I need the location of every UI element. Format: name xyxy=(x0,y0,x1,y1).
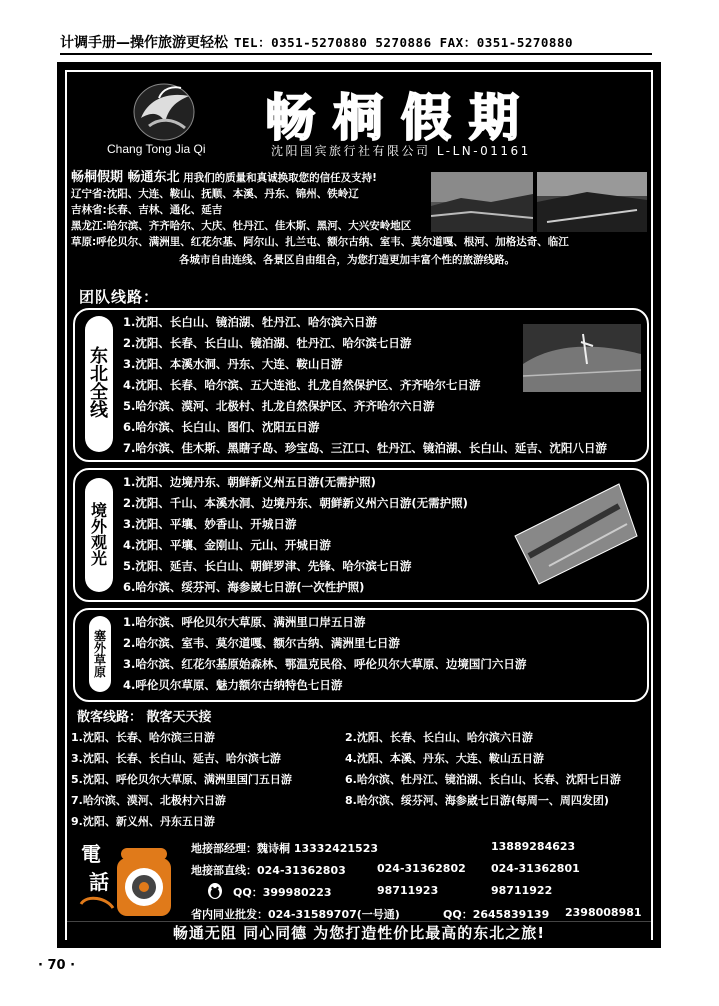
grassland-tag: 塞 外 草 原 xyxy=(89,616,111,692)
list-item: 9.沈阳、新义州、丹东五日游 xyxy=(71,815,215,828)
list-item: 6.哈尔滨、绥芬河、海参崴七日游(一次性护照) xyxy=(123,580,365,594)
list-item: 2.沈阳、长春、长白山、哈尔滨六日游 xyxy=(345,731,533,744)
phone-char-2: 話 xyxy=(89,870,109,894)
list-item: 3.沈阳、本溪水洞、丹东、大连、鞍山日游 xyxy=(123,357,343,371)
qq-number-3: 98711922 xyxy=(491,884,553,897)
wholesale-line: 省内同业批发：024-31589707(一号通) xyxy=(191,908,400,921)
brand-english: Chang Tong Jia Qi xyxy=(107,142,206,156)
northeast-photo xyxy=(523,324,641,392)
list-item: 5.沈阳、呼伦贝尔大草原、满洲里国门五日游 xyxy=(71,773,292,786)
abroad-route-list xyxy=(123,472,468,598)
wholesale-qq-2: 2398008981 xyxy=(565,906,642,919)
contact-section xyxy=(67,830,651,924)
northeast-routes-box xyxy=(73,308,649,462)
advert-header xyxy=(67,72,651,168)
intro-section xyxy=(67,168,651,278)
abroad-routes-box xyxy=(73,468,649,602)
list-item: 1.沈阳、长春、哈尔滨三日游 xyxy=(71,731,215,744)
grassland-routes-box xyxy=(73,608,649,702)
list-item: 4.呼伦贝尔草原、魅力额尔古纳特色七日游 xyxy=(123,678,343,692)
intro-lead-text: 用我们的质量和真诚换取您的信任及支持! xyxy=(183,172,377,184)
company-name: 沈阳国宾旅行社有限公司 L-LN-01161 xyxy=(271,144,531,158)
qq-number-2: 98711923 xyxy=(377,884,439,897)
intro-lead-brand: 畅桐假期 畅通东北 xyxy=(71,170,180,185)
list-item: 3.哈尔滨、红花尔基原始森林、鄂温克民俗、呼伦贝尔大草原、边境国门六日游 xyxy=(123,657,527,671)
intro-lead xyxy=(71,170,377,187)
list-item: 2.沈阳、长春、长白山、镜泊湖、牡丹江、哈尔滨七日游 xyxy=(123,336,412,350)
intro-note: 各城市自由连线、各景区自由组合，为您打造更加丰富个性的旅游线路。 xyxy=(179,254,515,266)
list-item: 4.沈阳、长春、哈尔滨、五大连池、扎龙自然保护区、齐齐哈尔七日游 xyxy=(123,378,481,392)
phone-char-1: 電 xyxy=(81,842,101,866)
grassland-route-list xyxy=(123,612,526,696)
abroad-photo xyxy=(509,476,641,588)
list-item: 1.沈阳、长白山、镜泊湖、牡丹江、哈尔滨六日游 xyxy=(123,315,377,329)
landscape-photo-2 xyxy=(537,172,647,232)
wholesale-qq: QQ：2645839139 xyxy=(443,908,550,921)
scatter-routes-heading: 散客线路： 散客天天接 xyxy=(77,710,212,725)
list-item: 6.哈尔滨、长白山、图们、沈阳五日游 xyxy=(123,420,320,434)
intro-jilin: 吉林省:长春、吉林、通化、延吉 xyxy=(71,204,223,216)
manager-phone-2: 13889284623 xyxy=(491,840,576,853)
list-item: 3.沈阳、平壤、妙香山、开城日游 xyxy=(123,517,297,531)
bottom-slogan: 畅通无阻 同心同德 为您打造性价比最高的东北之旅! xyxy=(67,921,651,944)
landscape-photo-1 xyxy=(431,172,533,232)
top-slogan: 计调手册—操作旅游更轻松 xyxy=(60,35,228,51)
intro-liaoning: 辽宁省:沈阳、大连、鞍山、抚顺、本溪、丹东、锦州、铁岭辽 xyxy=(71,188,359,200)
phoenix-logo-icon xyxy=(129,78,199,144)
top-contact: TEL：0351-5270880 5270886 FAX：0351-5270880 xyxy=(234,35,573,50)
list-item: 5.沈阳、延吉、长白山、朝鲜罗津、先锋、哈尔滨七日游 xyxy=(123,559,412,573)
group-routes-label: 团队线路： xyxy=(79,288,160,306)
abroad-tag: 境 外 观 光 xyxy=(85,478,113,592)
advert-inner-frame xyxy=(65,70,653,940)
list-item: 8.哈尔滨、绥芬河、海参崴七日游(每周一、周四发团) xyxy=(345,794,609,807)
list-item: 7.哈尔滨、漠河、北极村六日游 xyxy=(71,794,226,807)
intro-grassland: 草原:呼伦贝尔、满洲里、红花尔基、阿尔山、扎兰屯、额尔古纳、室韦、莫尔道嘎、根河、加格达奇、临江 xyxy=(71,236,569,248)
list-item: 6.哈尔滨、牡丹江、镜泊湖、长白山、长春、沈阳七日游 xyxy=(345,773,621,786)
qq-penguin-icon xyxy=(205,880,225,900)
top-divider xyxy=(60,53,652,55)
advert-frame xyxy=(57,62,661,948)
intro-heilongjiang: 黑龙江:哈尔滨、齐齐哈尔、大庆、牡丹江、佳木斯、黑河、大兴安岭地区 xyxy=(71,220,412,232)
list-item: 3.沈阳、长春、长白山、延吉、哈尔滨七游 xyxy=(71,752,281,765)
list-item: 4.沈阳、本溪、丹东、大连、鞍山五日游 xyxy=(345,752,544,765)
page-number: · 70 · xyxy=(38,958,76,973)
qq-number-1: QQ：399980223 xyxy=(233,886,332,899)
list-item: 7.哈尔滨、佳木斯、黑瞎子岛、珍宝岛、三江口、牡丹江、镜泊湖、长白山、延吉、沈阳八日游 xyxy=(123,441,607,455)
list-item: 2.哈尔滨、室韦、莫尔道嘎、额尔古纳、满洲里七日游 xyxy=(123,636,400,650)
list-item: 5.哈尔滨、漠河、北极村、扎龙自然保护区、齐齐哈尔六日游 xyxy=(123,399,435,413)
manager-contact: 地接部经理：魏诗桐 13332421523 xyxy=(191,842,379,855)
direct-line: 地接部直线：024-31362803 xyxy=(191,864,346,877)
list-item: 2.沈阳、千山、本溪水洞、边境丹东、朝鲜新义州六日游(无需护照) xyxy=(123,496,468,510)
direct-line-2: 024-31362802 xyxy=(377,862,466,875)
list-item: 1.沈阳、边境丹东、朝鲜新义州五日游(无需护照) xyxy=(123,475,376,489)
northeast-tag: 东 北 全 线 xyxy=(85,316,113,452)
list-item: 4.沈阳、平壤、金刚山、元山、开城日游 xyxy=(123,538,331,552)
direct-line-3: 024-31362801 xyxy=(491,862,580,875)
list-item: 1.哈尔滨、呼伦贝尔大草原、满洲里口岸五日游 xyxy=(123,615,366,629)
brand-title: 畅桐假期 xyxy=(265,88,537,147)
top-bar xyxy=(60,32,652,52)
